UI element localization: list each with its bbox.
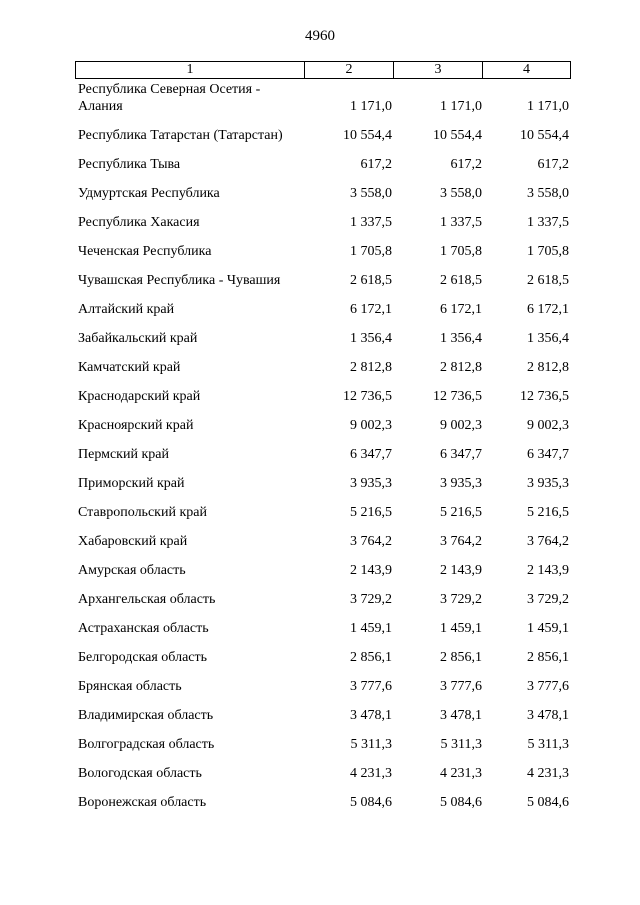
value-col-3: 617,2 [450, 157, 482, 172]
table-row [78, 671, 573, 700]
region-name: Алтайский край [78, 302, 175, 317]
value-col-3: 3 935,3 [440, 476, 482, 491]
value-col-4: 2 856,1 [527, 650, 569, 665]
value-col-2: 2 812,8 [350, 360, 392, 375]
table-row [78, 700, 573, 729]
value-col-4: 1 459,1 [527, 621, 569, 636]
table-row [78, 439, 573, 468]
value-col-4: 12 736,5 [520, 389, 569, 404]
value-col-2: 9 002,3 [350, 418, 392, 433]
region-name: Астраханская область [78, 621, 209, 636]
table-row [78, 149, 573, 178]
region-name: Ставропольский край [78, 505, 207, 520]
value-col-4: 2 618,5 [527, 273, 569, 288]
table-row [78, 758, 573, 787]
value-col-2: 3 777,6 [350, 679, 392, 694]
region-name: Чувашская Республика - Чувашия [78, 273, 281, 288]
value-col-2: 6 347,7 [350, 447, 392, 462]
table-row [78, 729, 573, 758]
region-name: Забайкальский край [78, 331, 198, 346]
value-col-2: 5 311,3 [350, 737, 392, 752]
value-col-3: 1 705,8 [440, 244, 482, 259]
region-name: Камчатский край [78, 360, 181, 375]
region-name: Пермский край [78, 447, 169, 462]
region-name: Чеченская Республика [78, 244, 212, 259]
region-name: Волгоградская область [78, 737, 215, 752]
table-row [78, 323, 573, 352]
value-col-2: 3 478,1 [350, 708, 392, 723]
value-col-3: 6 172,1 [440, 302, 482, 317]
region-name: Вологодская область [78, 766, 202, 781]
region-name: Владимирская область [78, 708, 214, 723]
table-row [78, 526, 573, 555]
value-col-2: 4 231,3 [350, 766, 392, 781]
value-col-2: 3 935,3 [350, 476, 392, 491]
value-col-4: 2 143,9 [527, 563, 569, 578]
value-col-4: 3 764,2 [527, 534, 569, 549]
region-name: Воронежская область [78, 795, 207, 810]
region-name: Республика Северная Осетия - Алания [78, 82, 261, 114]
header-col-4: 4 [523, 62, 530, 77]
value-col-3: 9 002,3 [440, 418, 482, 433]
value-col-4: 6 172,1 [527, 302, 569, 317]
value-col-3: 1 356,4 [440, 331, 482, 346]
table-header [75, 61, 571, 79]
value-col-2: 1 459,1 [350, 621, 392, 636]
value-col-4: 10 554,4 [520, 128, 569, 143]
value-col-3: 4 231,3 [440, 766, 482, 781]
value-col-4: 2 812,8 [527, 360, 569, 375]
value-col-2: 12 736,5 [343, 389, 392, 404]
value-col-4: 1 171,0 [527, 99, 569, 114]
value-col-2: 2 618,5 [350, 273, 392, 288]
value-col-2: 617,2 [360, 157, 392, 172]
value-col-4: 4 231,3 [527, 766, 569, 781]
region-name: Краснодарский край [78, 389, 201, 404]
value-col-3: 2 812,8 [440, 360, 482, 375]
header-col-2: 2 [305, 62, 394, 78]
value-col-3: 5 216,5 [440, 505, 482, 520]
value-col-3: 1 171,0 [440, 99, 482, 114]
value-col-3: 1 337,5 [440, 215, 482, 230]
table-row [78, 294, 573, 323]
value-col-3: 2 618,5 [440, 273, 482, 288]
value-col-4: 1 337,5 [527, 215, 569, 230]
value-col-2: 6 172,1 [350, 302, 392, 317]
value-col-2: 3 558,0 [350, 186, 392, 201]
table-row [78, 82, 573, 120]
value-col-4: 9 002,3 [527, 418, 569, 433]
table-body [78, 82, 573, 816]
table-row [78, 120, 573, 149]
table-row [78, 178, 573, 207]
region-name: Архангельская область [78, 592, 216, 607]
region-name: Красноярский край [78, 418, 194, 433]
header-col-1: 1 [76, 62, 305, 78]
value-col-2: 1 171,0 [350, 99, 392, 114]
value-col-4: 3 935,3 [527, 476, 569, 491]
value-col-4: 617,2 [537, 157, 569, 172]
value-col-3: 3 777,6 [440, 679, 482, 694]
region-name: Брянская область [78, 679, 182, 694]
value-col-2: 10 554,4 [343, 128, 392, 143]
value-col-3: 3 558,0 [440, 186, 482, 201]
value-col-2: 2 856,1 [350, 650, 392, 665]
value-col-3: 5 311,3 [440, 737, 482, 752]
value-col-2: 5 084,6 [350, 795, 392, 810]
table-row [78, 265, 573, 294]
value-col-3: 12 736,5 [433, 389, 482, 404]
region-name: Республика Тыва [78, 157, 181, 172]
value-col-4: 3 729,2 [527, 592, 569, 607]
value-col-2: 1 356,4 [350, 331, 392, 346]
region-name: Удмуртская Республика [78, 186, 220, 201]
table-row [78, 497, 573, 526]
value-col-4: 3 558,0 [527, 186, 569, 201]
table-row [78, 352, 573, 381]
region-name: Хабаровский край [78, 534, 188, 549]
value-col-4: 6 347,7 [527, 447, 569, 462]
table-row [78, 613, 573, 642]
value-col-3: 3 478,1 [440, 708, 482, 723]
value-col-3: 2 856,1 [440, 650, 482, 665]
table-row [78, 381, 573, 410]
value-col-4: 5 311,3 [527, 737, 569, 752]
region-name: Приморский край [78, 476, 185, 491]
table-row [78, 787, 573, 816]
value-col-3: 1 459,1 [440, 621, 482, 636]
value-col-3: 6 347,7 [440, 447, 482, 462]
value-col-2: 2 143,9 [350, 563, 392, 578]
value-col-2: 3 764,2 [350, 534, 392, 549]
value-col-4: 5 216,5 [527, 505, 569, 520]
value-col-2: 5 216,5 [350, 505, 392, 520]
value-col-3: 5 084,6 [440, 795, 482, 810]
value-col-3: 3 729,2 [440, 592, 482, 607]
header-col-3: 3 [394, 62, 483, 78]
region-name: Республика Хакасия [78, 215, 200, 230]
table-row [78, 555, 573, 584]
value-col-4: 3 777,6 [527, 679, 569, 694]
table-row [78, 236, 573, 265]
value-col-2: 1 337,5 [350, 215, 392, 230]
value-col-2: 1 705,8 [350, 244, 392, 259]
value-col-4: 5 084,6 [527, 795, 569, 810]
page-number: 4960 [305, 28, 335, 44]
table-row [78, 468, 573, 497]
value-col-3: 10 554,4 [433, 128, 482, 143]
table-row [78, 207, 573, 236]
value-col-4: 3 478,1 [527, 708, 569, 723]
table-row [78, 584, 573, 613]
region-name: Белгородская область [78, 650, 208, 665]
region-name: Амурская область [78, 563, 186, 578]
value-col-4: 1 356,4 [527, 331, 569, 346]
region-name: Республика Татарстан (Татарстан) [78, 128, 283, 143]
value-col-4: 1 705,8 [527, 244, 569, 259]
value-col-2: 3 729,2 [350, 592, 392, 607]
table-row [78, 642, 573, 671]
value-col-3: 3 764,2 [440, 534, 482, 549]
value-col-3: 2 143,9 [440, 563, 482, 578]
table-row [78, 410, 573, 439]
